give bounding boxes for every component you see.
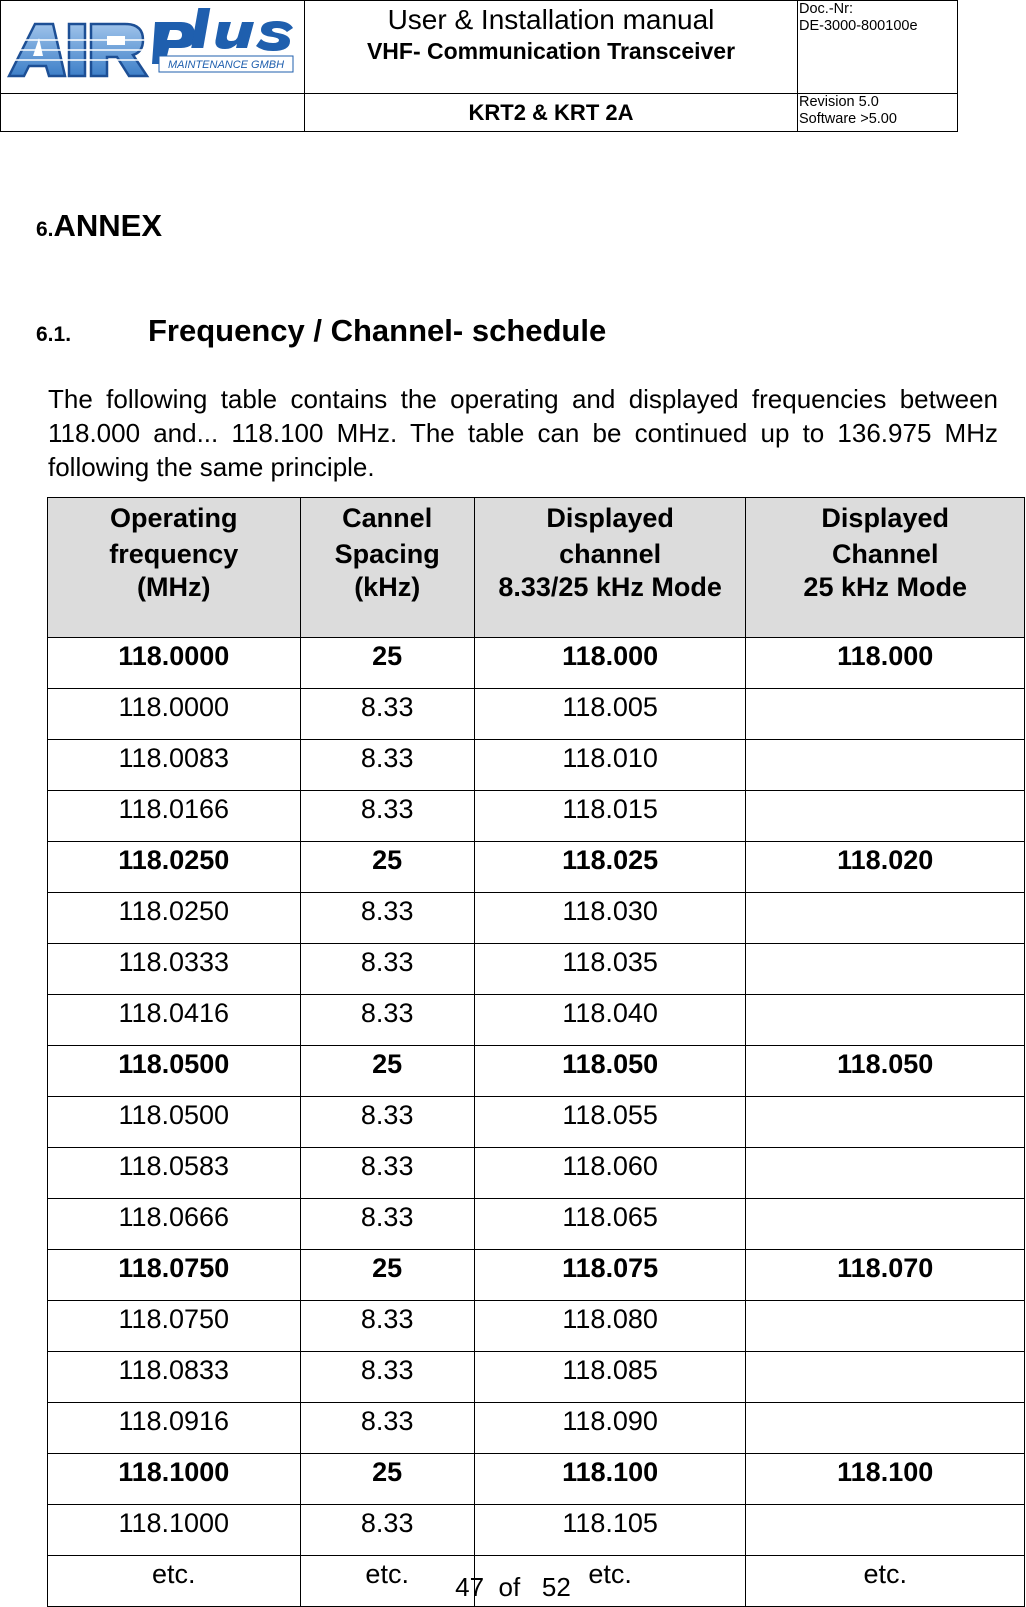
table-cell: 118.060 xyxy=(474,1148,746,1199)
header-displayed-channel-25: Displayed Channel 25 kHz Mode xyxy=(746,498,1025,638)
table-cell: 118.100 xyxy=(746,1454,1025,1505)
table-cell: 118.035 xyxy=(474,944,746,995)
section-heading xyxy=(36,208,162,244)
doc-number: DE-3000-800100e xyxy=(799,18,918,34)
table-cell: 8.33 xyxy=(300,1505,474,1556)
table-row xyxy=(48,842,1025,893)
table-cell: 118.0000 xyxy=(48,638,301,689)
title-cell xyxy=(305,1,798,94)
table-cell: 118.040 xyxy=(474,995,746,1046)
table-cell: 8.33 xyxy=(300,1301,474,1352)
table-cell: 8.33 xyxy=(300,1352,474,1403)
table-row xyxy=(48,1301,1025,1352)
software-version: Software >5.00 xyxy=(799,111,897,127)
table-cell: 118.0083 xyxy=(48,740,301,791)
table-cell xyxy=(746,893,1025,944)
table-cell: 118.070 xyxy=(746,1250,1025,1301)
table-cell xyxy=(746,995,1025,1046)
table-cell: 118.1000 xyxy=(48,1505,301,1556)
table-cell: 8.33 xyxy=(300,893,474,944)
revision-cell xyxy=(798,94,958,132)
doc-number-cell xyxy=(798,1,958,94)
manual-title: User & Installation manual xyxy=(387,4,715,35)
table-row xyxy=(48,944,1025,995)
table-cell: 118.0583 xyxy=(48,1148,301,1199)
table-cell: etc. xyxy=(48,1556,301,1607)
frequency-table xyxy=(47,497,1025,1607)
header-operating-frequency: Operating frequency (MHz) xyxy=(48,498,301,638)
table-cell: 118.0666 xyxy=(48,1199,301,1250)
table-cell: 118.1000 xyxy=(48,1454,301,1505)
table-cell xyxy=(746,791,1025,842)
table-cell: etc. xyxy=(474,1556,746,1607)
table-header-row xyxy=(48,498,1025,638)
header-channel-spacing: Cannel Spacing (kHz) xyxy=(300,498,474,638)
table-row xyxy=(48,995,1025,1046)
table-cell: 8.33 xyxy=(300,1403,474,1454)
table-cell: 118.0166 xyxy=(48,791,301,842)
table-row xyxy=(48,1454,1025,1505)
table-cell: 118.005 xyxy=(474,689,746,740)
table-row xyxy=(48,1199,1025,1250)
table-cell: 118.025 xyxy=(474,842,746,893)
table-cell: 118.0750 xyxy=(48,1301,301,1352)
table-cell: 118.090 xyxy=(474,1403,746,1454)
table-cell: 8.33 xyxy=(300,689,474,740)
table-cell: 118.0333 xyxy=(48,944,301,995)
table-cell: 118.0416 xyxy=(48,995,301,1046)
table-cell: 8.33 xyxy=(300,995,474,1046)
table-cell: etc. xyxy=(300,1556,474,1607)
table-cell xyxy=(746,1352,1025,1403)
table-row xyxy=(48,1046,1025,1097)
table-row xyxy=(48,893,1025,944)
table-cell: 118.055 xyxy=(474,1097,746,1148)
revision: Revision 5.0 xyxy=(799,94,879,110)
table-cell: 25 xyxy=(300,1250,474,1301)
table-row xyxy=(48,1148,1025,1199)
empty-cell xyxy=(1,94,305,132)
table-cell xyxy=(746,689,1025,740)
subsection-heading xyxy=(36,313,606,349)
table-cell: 8.33 xyxy=(300,1199,474,1250)
table-cell: 8.33 xyxy=(300,1148,474,1199)
table-cell: 118.100 xyxy=(474,1454,746,1505)
table-cell xyxy=(746,1097,1025,1148)
doc-label: Doc.-Nr: xyxy=(799,1,853,17)
table-row xyxy=(48,1403,1025,1454)
subsection-number: 6.1. xyxy=(36,323,72,346)
table-cell: 118.010 xyxy=(474,740,746,791)
page-number: 47 of 52 xyxy=(455,1572,571,1602)
model-name: KRT2 & KRT 2A xyxy=(305,94,798,132)
table-cell: 118.105 xyxy=(474,1505,746,1556)
document-header xyxy=(0,0,958,132)
table-cell: 8.33 xyxy=(300,791,474,842)
table-row xyxy=(48,1097,1025,1148)
intro-paragraph: The following table contains the operating and displayed frequencies between 118.000 and... 118.100 MHz. The table can be continued up to 136.975 MHz following the same principle. xyxy=(48,384,998,482)
table-body xyxy=(48,638,1025,1607)
table-row xyxy=(48,638,1025,689)
table-cell: 25 xyxy=(300,842,474,893)
table-cell: 8.33 xyxy=(300,740,474,791)
table-cell: 118.085 xyxy=(474,1352,746,1403)
table-cell: 118.0916 xyxy=(48,1403,301,1454)
table-row xyxy=(48,1352,1025,1403)
table-cell: 118.050 xyxy=(474,1046,746,1097)
table-row xyxy=(48,1250,1025,1301)
table-cell: 118.0250 xyxy=(48,893,301,944)
table-cell: 25 xyxy=(300,1046,474,1097)
table-cell: 25 xyxy=(300,1454,474,1505)
table-cell: 118.000 xyxy=(746,638,1025,689)
table-cell: 25 xyxy=(300,638,474,689)
table-cell: 118.080 xyxy=(474,1301,746,1352)
table-row xyxy=(48,1505,1025,1556)
table-cell xyxy=(746,1301,1025,1352)
table-cell: 118.0000 xyxy=(48,689,301,740)
table-cell: 118.050 xyxy=(746,1046,1025,1097)
manual-subtitle: VHF- Communication Transceiver xyxy=(366,38,736,64)
table-cell xyxy=(746,1403,1025,1454)
logo-cell xyxy=(1,1,305,94)
table-cell: 118.0500 xyxy=(48,1046,301,1097)
table-cell xyxy=(746,1148,1025,1199)
table-row xyxy=(48,791,1025,842)
airplus-logo xyxy=(5,4,295,90)
table-cell xyxy=(746,740,1025,791)
subsection-title: Frequency / Channel- schedule xyxy=(148,313,607,348)
table-cell xyxy=(746,1199,1025,1250)
table-cell: 8.33 xyxy=(300,944,474,995)
table-cell xyxy=(746,944,1025,995)
table-cell: 118.075 xyxy=(474,1250,746,1301)
svg-text:MAINTENANCE GMBH: MAINTENANCE GMBH xyxy=(167,59,285,71)
section-title: ANNEX xyxy=(53,208,163,243)
table-cell: 118.0833 xyxy=(48,1352,301,1403)
table-cell: 118.030 xyxy=(474,893,746,944)
table-cell: 118.015 xyxy=(474,791,746,842)
table-row xyxy=(48,740,1025,791)
table-cell: 118.065 xyxy=(474,1199,746,1250)
table-cell: etc. xyxy=(746,1556,1025,1607)
header-displayed-channel-833: Displayed channel 8.33/25 kHz Mode xyxy=(474,498,746,638)
table-cell: 118.0750 xyxy=(48,1250,301,1301)
table-cell: 118.020 xyxy=(746,842,1025,893)
table-cell xyxy=(746,1505,1025,1556)
table-cell: 118.0250 xyxy=(48,842,301,893)
table-cell: 118.000 xyxy=(474,638,746,689)
section-number: 6. xyxy=(36,218,54,241)
table-cell: 118.0500 xyxy=(48,1097,301,1148)
table-cell: 8.33 xyxy=(300,1097,474,1148)
table-row xyxy=(48,689,1025,740)
